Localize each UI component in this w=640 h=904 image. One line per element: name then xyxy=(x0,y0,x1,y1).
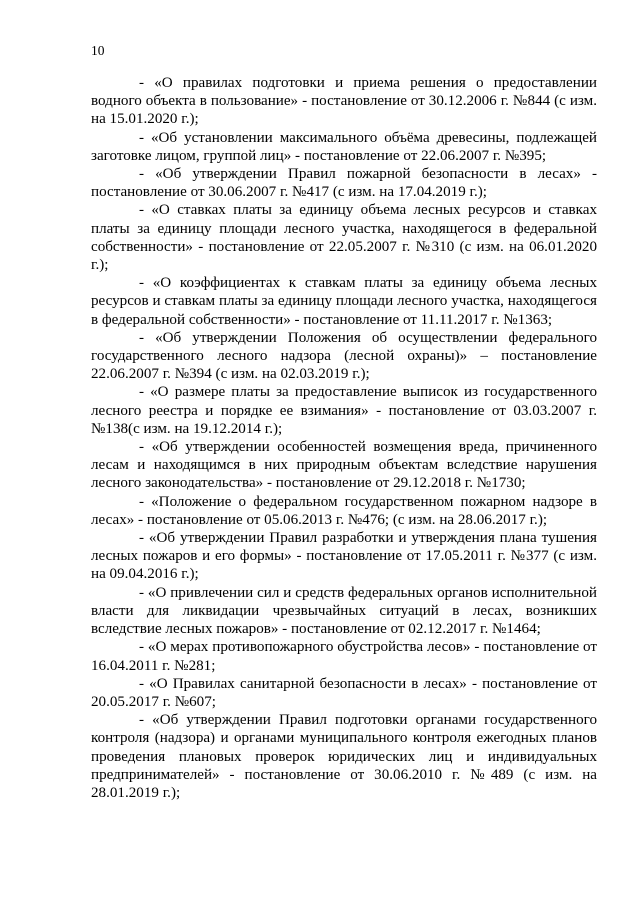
list-item: - «О Правилах санитарной безопасности в лесах» - постановление от 20.05.2017 г. №607; xyxy=(91,675,597,710)
list-item: - «О коэффициентах к ставкам платы за единицу объема лесных ресурсов и ставкам платы за единицу площади лесного участка, находящегося в федеральной собственности» - постановление от 11.11.2017 г. №1363; xyxy=(91,275,597,328)
list-item: - «О ставках платы за единицу объема лесных ресурсов и ставках платы за единицу площади лесного участка, находящегося в федеральной собственности» - постановление от 22.05.2007 г. №310 (с изм. на 06.01.2020 г.); xyxy=(91,202,597,274)
list-item: - «Об утверждении Правил разработки и утверждения плана тушения лесных пожаров и его формы» - постановление от 17.05.2011 г. №377 (с изм. на 09.04.2016 г.); xyxy=(91,530,597,583)
list-item: - «О размере платы за предоставление выписок из государственного лесного реестра и порядке ее взимания» - постановление от 03.03.2007 г. №138(с изм. на 19.12.2014 г.); xyxy=(91,384,597,437)
document-body xyxy=(91,74,597,802)
page-number: 10 xyxy=(91,43,105,58)
list-item: - «Об установлении максимального объёма древесины, подлежащей заготовке лицом, группой лиц» - постановление от 22.06.2007 г. №395; xyxy=(91,129,597,164)
list-item: - «Об утверждении Положения об осуществлении федерального государственного лесного надзора (лесной охраны)» – постановление 22.06.2007 г. №394 (с изм. на 02.03.2019 г.); xyxy=(91,329,597,383)
list-item: - «Об утверждении Правил пожарной безопасности в лесах» - постановление от 30.06.2007 г. №417 (с изм. на 17.04.2019 г.); xyxy=(91,166,597,201)
list-item: - «О мерах противопожарного обустройства лесов» - постановление от 16.04.2011 г. №281; xyxy=(91,639,597,674)
list-item: - «О привлечении сил и средств федеральных органов исполнительной власти для ликвидации чрезвычайных ситуаций в лесах, возникших вследствие лесных пожаров» - постановление от 02.12.2017 г. №1464; xyxy=(91,584,597,638)
list-item: - «Об утверждении особенностей возмещения вреда, причиненного лесам и находящимся в них природным объектам вследствие нарушения лесного законодательства» - постановление от 29.12.2018 г. №1730; xyxy=(91,439,597,492)
list-item: - «Об утверждении Правил подготовки органами государственного контроля (надзора) и органами муниципального контроля ежегодных планов проведения плановых проверок юридических лиц и индивидуальных предпринимателей» - постановление от 30.06.2010 г. №489 (с изм. на 28.01.2019 г.); xyxy=(91,712,597,801)
list-item: - «Положение о федеральном государственном пожарном надзоре в лесах» - постановление от 05.06.2013 г. №476; (с изм. на 28.06.2017 г.); xyxy=(91,493,597,528)
list-item: - «О правилах подготовки и приема решения о предоставлении водного объекта в пользование» - постановление от 30.12.2006 г. №844 (с изм. на 15.01.2020 г.); xyxy=(91,75,597,128)
